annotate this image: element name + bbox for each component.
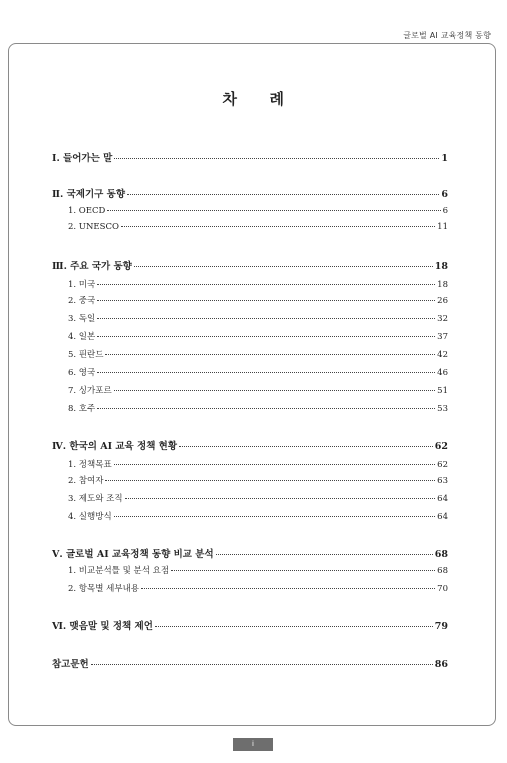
toc-item-entry[interactable] <box>52 582 448 594</box>
toc-entry-label: 2. UNESCO <box>68 222 119 232</box>
toc-entry-page: 51 <box>437 386 448 396</box>
dot-leader <box>97 300 435 301</box>
toc-entry-label: 1. 비교분석틀 및 분석 요점 <box>68 566 170 576</box>
toc-entry-page: 63 <box>437 476 448 486</box>
dot-leader <box>91 664 433 665</box>
toc-item-entry[interactable] <box>52 312 448 324</box>
toc-entry-label: 1. 미국 <box>68 280 96 290</box>
dot-leader <box>105 354 435 355</box>
toc-entry-label: 2. 참여자 <box>68 476 104 486</box>
toc-item-entry[interactable] <box>52 564 448 576</box>
dot-leader <box>155 626 433 627</box>
dot-leader <box>134 266 433 267</box>
toc-entry-page: 68 <box>434 549 448 560</box>
dot-leader <box>97 372 435 373</box>
toc-item-entry[interactable] <box>52 402 448 414</box>
dot-leader <box>105 480 435 481</box>
toc-item-entry[interactable] <box>52 384 448 396</box>
toc-item-entry[interactable] <box>52 492 448 504</box>
toc-entry-label: 1. 정책목표 <box>68 460 112 470</box>
dot-leader <box>179 446 433 447</box>
dot-leader <box>97 408 435 409</box>
dot-leader <box>114 390 436 391</box>
toc-entry-label: 5. 핀란드 <box>68 350 104 360</box>
dot-leader <box>114 158 439 159</box>
toc-entry-page: 11 <box>437 222 448 232</box>
toc-entry-page: 86 <box>434 659 448 670</box>
toc-section-entry[interactable] <box>52 438 448 452</box>
toc-item-entry[interactable] <box>52 348 448 360</box>
toc-entry-page: 68 <box>437 566 448 576</box>
toc-entry-page: 6 <box>441 189 448 200</box>
toc-item-entry[interactable] <box>52 330 448 342</box>
toc-entry-page: 1 <box>441 153 448 164</box>
toc-entry-page: 70 <box>437 584 448 594</box>
title-left: 차 <box>222 90 238 108</box>
toc-entry-page: 64 <box>437 494 448 504</box>
toc-item-entry[interactable] <box>52 222 448 232</box>
toc-entry-label: 2. 중국 <box>68 296 96 306</box>
dot-leader <box>216 554 433 555</box>
toc-entry-page: 53 <box>437 404 448 414</box>
toc-entry-page: 62 <box>434 441 448 452</box>
toc-entry-label: 1. OECD <box>68 206 106 216</box>
toc-entry-label: 4. 실행방식 <box>68 512 112 522</box>
dot-leader <box>121 226 435 227</box>
dot-leader <box>127 194 439 195</box>
toc-entry-page: 46 <box>437 368 448 378</box>
toc-entry-page: 18 <box>434 261 448 272</box>
toc-section-entry[interactable] <box>52 618 448 632</box>
toc-entry-label: Ⅳ. 한국의 AI 교육 정책 현황 <box>52 441 178 452</box>
toc-entry-label: 6. 영국 <box>68 368 96 378</box>
toc-entry-label: 8. 호주 <box>68 404 96 414</box>
title-right: 례 <box>269 90 285 108</box>
toc-entry-label: Ⅲ. 주요 국가 동향 <box>52 261 132 272</box>
toc-item-entry[interactable] <box>52 458 448 470</box>
toc-entry-label: 2. 항목별 세부내용 <box>68 584 139 594</box>
toc-entry-label: 참고문헌 <box>52 659 89 670</box>
dot-leader <box>141 588 435 589</box>
toc-item-entry[interactable] <box>52 474 448 486</box>
dot-leader <box>97 318 435 319</box>
toc-entry-label: Ⅰ. 들어가는 말 <box>52 153 113 164</box>
toc-entry-page: 37 <box>437 332 448 342</box>
page-title <box>0 88 507 109</box>
toc-section-entry[interactable] <box>52 546 448 560</box>
toc-entry-label: 7. 싱가포르 <box>68 386 112 396</box>
toc-item-entry[interactable] <box>52 510 448 522</box>
toc-entry-page: 26 <box>437 296 448 306</box>
toc-item-entry[interactable] <box>52 206 448 216</box>
toc-item-entry[interactable] <box>52 294 448 306</box>
toc-entry-label: Ⅴ. 글로벌 AI 교육정책 동향 비교 분석 <box>52 549 214 560</box>
running-header: 글로벌 AI 교육정책 동향 <box>403 31 491 40</box>
toc-entry-page: 42 <box>437 350 448 360</box>
footer-page-number: i <box>233 738 273 751</box>
toc-entry-label: Ⅵ. 맺음말 및 정책 제언 <box>52 621 153 632</box>
toc-entry-page: 32 <box>437 314 448 324</box>
toc-entry-page: 64 <box>437 512 448 522</box>
dot-leader <box>171 570 435 571</box>
toc-entry-label: 3. 독일 <box>68 314 96 324</box>
toc-item-entry[interactable] <box>52 278 448 290</box>
toc-entry-page: 6 <box>442 206 448 216</box>
dot-leader <box>114 464 436 465</box>
toc-section-entry[interactable] <box>52 150 448 164</box>
dot-leader <box>114 516 436 517</box>
toc-entry-label: Ⅱ. 국제기구 동향 <box>52 189 125 200</box>
toc-entry-label: 4. 일본 <box>68 332 96 342</box>
toc-section-entry[interactable] <box>52 186 448 200</box>
toc-entry-label: 3. 제도와 조직 <box>68 494 123 504</box>
toc-entry-page: 79 <box>434 621 448 632</box>
dot-leader <box>97 336 435 337</box>
toc-section-entry[interactable] <box>52 656 448 670</box>
toc-section-entry[interactable] <box>52 258 448 272</box>
toc-entry-page: 62 <box>437 460 448 470</box>
toc-entry-page: 18 <box>437 280 448 290</box>
dot-leader <box>97 284 435 285</box>
dot-leader <box>107 210 440 211</box>
toc-item-entry[interactable] <box>52 366 448 378</box>
dot-leader <box>125 498 436 499</box>
